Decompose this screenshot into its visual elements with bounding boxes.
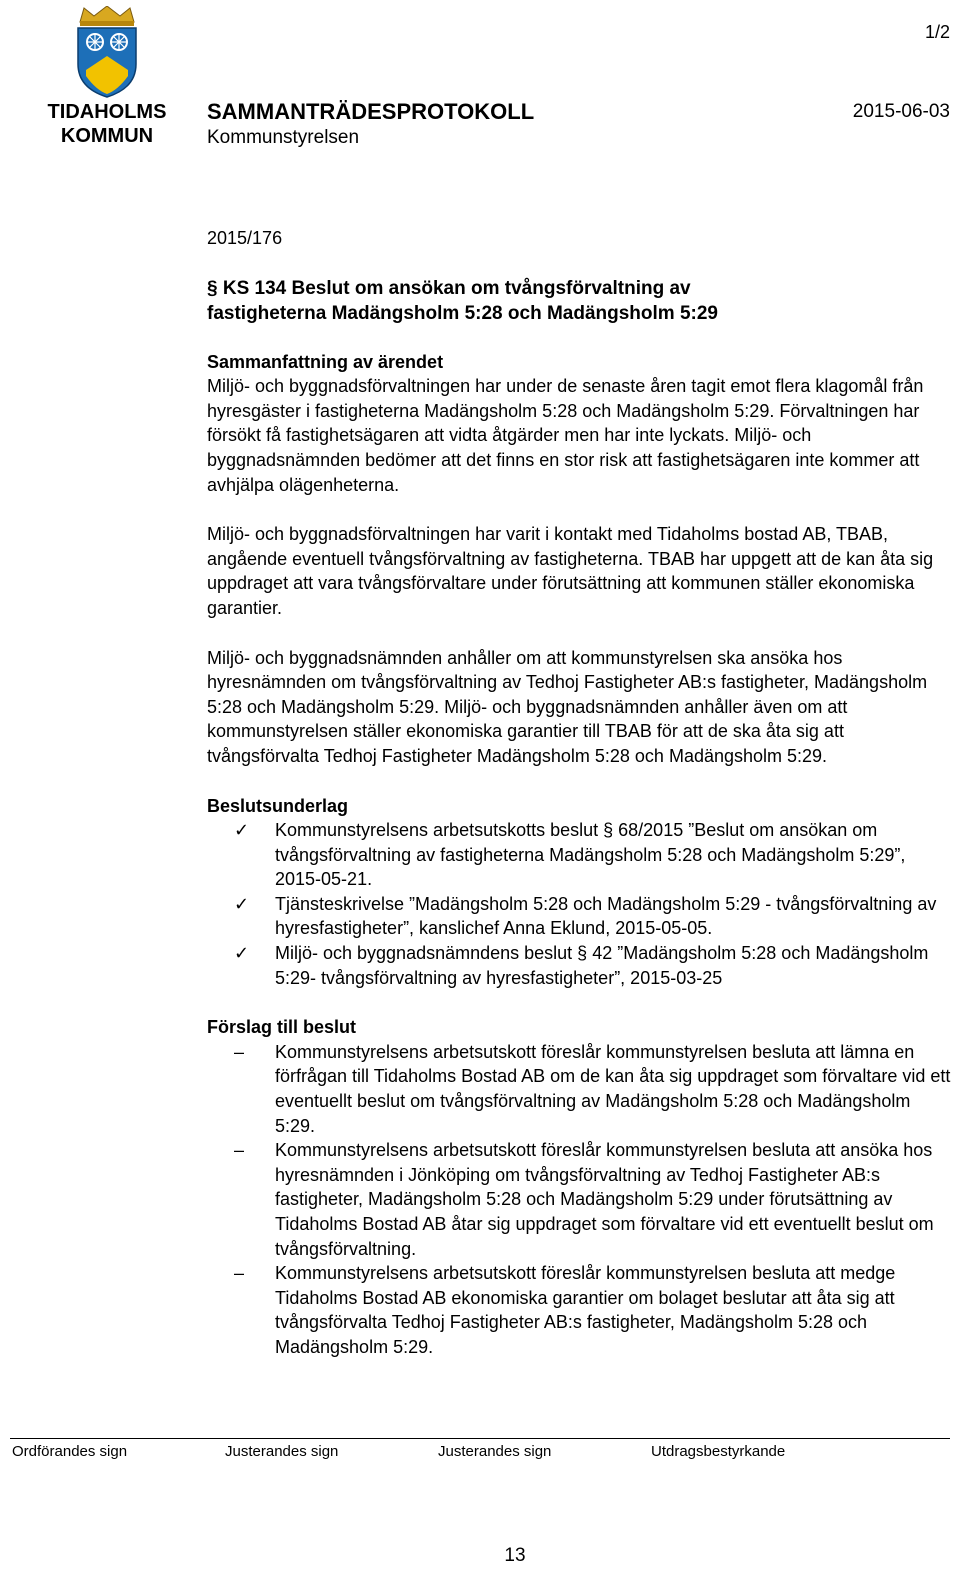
list-item (206, 941, 955, 990)
dash-icon: – (234, 1041, 245, 1062)
chair-signature-label: Ordförandes sign (12, 1443, 128, 1460)
proposal-item-text: Kommunstyrelsens arbetsutskott föreslår kommunstyrelsen besluta att medge Tidaholms Bostad AB ekonomiska garantier om bolaget beslutar att åta sig att tvångsförvalta Tedhoj Fastigheter AB:s fastigheter, Madängsholm 5:28 och Madängsholm 5:29. (275, 1263, 896, 1357)
basis-heading: Beslutsunderlag (207, 795, 349, 816)
proposal-item-text: Kommunstyrelsens arbetsutskott föreslår kommunstyrelsen besluta att ansöka hos hyresnämnden i Jönköping om tvångsförvaltning av Tedhoj Fastigheter AB:s fastigheter, Madängsholm 5:28 och Madängsholm 5:29 under förutsättning av Tidaholms Bostad AB åtar sig uppdraget som förvaltare vid ett eventuellt beslut om tvångsförvaltning. (275, 1140, 934, 1259)
proposal-heading: Förslag till beslut (207, 1017, 357, 1038)
summary-paragraph-1: Miljö- och byggnadsförvaltningen har under de senaste åren tagit emot flera klagomål från hyresgäster i fastigheterna Madängsholm 5:28 och Madängsholm 5:29. Förvaltningen har försökt få fastighetsägaren att vidta åtgärder men har inte lyckats. Miljö- och byggnadsnämnden bedömer att det finns en stor risk att fastighetsägaren inte kommer att avhjälpa olägenheterna. (207, 376, 924, 495)
section-sign: § (207, 277, 223, 299)
summary-paragraph-3: Miljö- och byggnadsnämnden anhåller om att kommunstyrelsen ska ansöka hos hyresnämnden om tvångsförvaltning av Tedhoj Fastigheter AB:s fastigheter, Madängsholm 5:28 och Madängsholm 5:29. Miljö- och byggnadsnämnden anhåller även om att kommunstyrelsen ställer ekonomiska garantier till TBAB för att de ska åta sig att tvångsförvalta Tedhoj Fastigheter Madängsholm 5:28 och Madängsholm 5:29. (207, 647, 928, 766)
logo-line-2: KOMMUN (60, 125, 154, 147)
summary-paragraph-2: Miljö- och byggnadsförvaltningen har varit i kontakt med Tidaholms bostad AB, TBAB, angående eventuell tvångsförvaltning av fastigheterna. TBAB har uppgett att de kan åta sig uppdraget att vara tvångsförvaltare under förutsättning att kommunen ställer ekonomiska garantier. (207, 524, 934, 618)
protocol-content (207, 226, 955, 1360)
municipality-logo (34, 6, 180, 146)
list-item (206, 892, 955, 941)
signature-footer (10, 1438, 950, 1465)
list-item (206, 818, 955, 892)
basis-item-text: Miljö- och byggnadsnämndens beslut § 42 ”Madängsholm 5:28 och Madängsholm 5:29- tvångsförvaltning av hyresfastigheter”, 2015-03-25 (275, 943, 929, 988)
certification-label: Utdragsbestyrkande (651, 1443, 786, 1460)
basis-item-text: Tjänsteskrivelse ”Madängsholm 5:28 och Madängsholm 5:29 - tvångsförvaltning av hyresfastigheter”, kanslichef Anna Eklund, 2015-05-05. (275, 893, 937, 939)
basis-item-text: Kommunstyrelsens arbetsutskotts beslut § 68/2015 ”Beslut om ansökan om tvångsförvaltning av fastigheterna Madängsholm 5:28 och Madängsholm 5:29”, 2015-05-21. (275, 820, 906, 890)
page-number: 13 (504, 1545, 526, 1566)
list-item (206, 1040, 955, 1138)
summary-heading: Sammanfattning av ärendet (207, 351, 444, 372)
checkmark-icon: ✓ (234, 943, 250, 964)
document-title: SAMMANTRÄDESPROTOKOLL (207, 99, 535, 124)
adjuster-signature-label-2: Justerandes sign (438, 1443, 552, 1460)
proposal-list (207, 1040, 955, 1360)
case-title-line-2: fastigheterna Madängsholm 5:28 och Madängsholm 5:29 (207, 302, 718, 324)
dash-icon: – (234, 1263, 245, 1284)
coat-of-arms-icon (74, 6, 140, 98)
case-title-line-1: KS 134 Beslut om ansökan om tvångsförvaltning av (222, 277, 691, 299)
checkmark-icon: ✓ (234, 893, 250, 914)
adjuster-signature-label-1: Justerandes sign (225, 1443, 339, 1460)
body-name: Kommunstyrelsen (207, 127, 360, 148)
logo-line-1: TIDAHOLMS (47, 101, 167, 123)
list-item (206, 1138, 955, 1261)
basis-list (207, 818, 955, 990)
list-item (206, 1261, 955, 1359)
proposal-item-text: Kommunstyrelsens arbetsutskott föreslår kommunstyrelsen besluta att lämna en förfrågan till Tidaholms Bostad AB om de kan åta sig uppdraget som förvaltare vid ett eventuellt beslut om tvångsförvaltning av Madängsholm 5:28 och Madängsholm 5:29. (275, 1041, 951, 1136)
case-title (207, 276, 955, 326)
page-indicator: 1/2 (924, 22, 950, 42)
checkmark-icon: ✓ (234, 820, 250, 841)
document-date: 2015-06-03 (852, 101, 950, 122)
case-number: 2015/176 (207, 228, 283, 248)
dash-icon: – (234, 1140, 245, 1161)
